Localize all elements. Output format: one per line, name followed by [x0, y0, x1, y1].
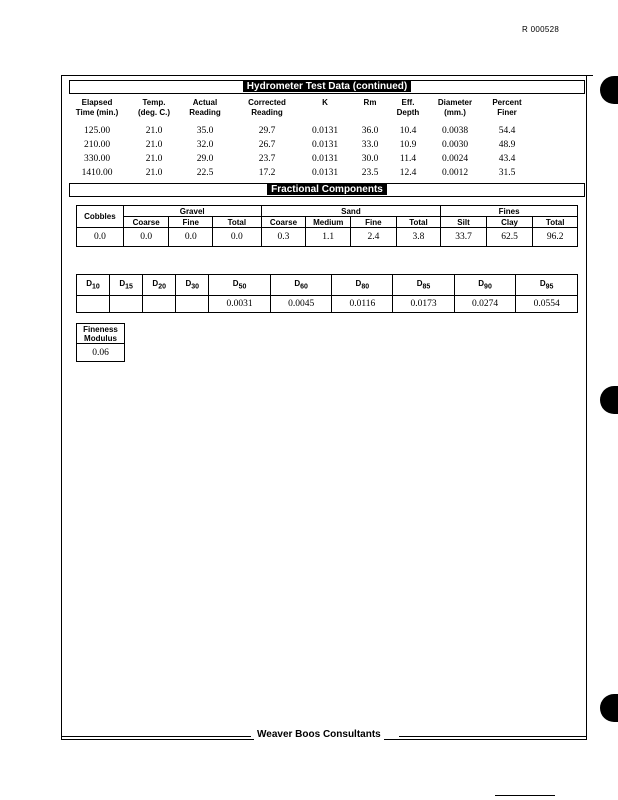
punch-hole	[600, 694, 618, 722]
bates-number: R 000528	[522, 25, 560, 34]
hydrometer-cell: 21.0	[145, 154, 163, 164]
fractional-components-table	[76, 205, 578, 247]
hydrometer-cell: 0.0131	[311, 154, 339, 164]
hydrometer-column-header: Eff. Depth	[396, 98, 420, 117]
hydrometer-cell: 10.4	[399, 126, 417, 136]
sand-coarse-value: 0.3	[261, 228, 306, 247]
fineness-modulus-header: Fineness Modulus	[77, 324, 125, 344]
d-header: $D_{90}$	[454, 275, 516, 296]
d-value: 0.0173	[393, 296, 455, 313]
gravel-header: Gravel	[123, 206, 261, 217]
cobbles-header: Cobbles	[77, 206, 124, 228]
d-header: $D_{50}$	[209, 275, 271, 296]
hydrometer-cell: 11.4	[399, 154, 417, 164]
gravel-coarse-value: 0.0	[123, 228, 169, 247]
footer-company: Weaver Boos Consultants	[254, 729, 384, 740]
hydrometer-cell: 0.0038	[441, 126, 469, 136]
hydrometer-cell: 12.4	[399, 168, 417, 178]
hydrometer-title-bar	[69, 80, 585, 94]
hydrometer-cell: 43.4	[498, 154, 516, 164]
hydrometer-cell: 17.2	[258, 168, 276, 178]
hydrometer-cell: 125.00	[83, 126, 111, 136]
d-value: 0.0554	[516, 296, 578, 313]
hydrometer-cell: 21.0	[145, 126, 163, 136]
d-header: $D_{80}$	[332, 275, 393, 296]
cobbles-value: 0.0	[77, 228, 124, 247]
d-value	[143, 296, 176, 313]
hydrometer-cell: 0.0131	[311, 126, 339, 136]
fines-header: Fines	[441, 206, 578, 217]
scan-mark	[495, 795, 555, 796]
hydrometer-column-header: Rm	[363, 98, 377, 107]
hydrometer-cell: 36.0	[361, 126, 379, 136]
punch-hole	[600, 386, 618, 414]
sand-header: Sand	[261, 206, 441, 217]
d-value: 0.0116	[332, 296, 393, 313]
d-header: $D_{30}$	[176, 275, 209, 296]
gravel-fine-header: Fine	[169, 217, 213, 228]
fineness-modulus-table	[76, 323, 125, 362]
hydrometer-title: Hydrometer Test Data (continued)	[243, 81, 411, 92]
hydrometer-column-header: Diameter (mm.)	[437, 98, 473, 117]
d-header: $D_{60}$	[270, 275, 332, 296]
hydrometer-column-header: Percent Finer	[492, 98, 522, 117]
fines-total-header: Total	[533, 217, 578, 228]
fineness-modulus-value: 0.06	[77, 344, 125, 362]
sand-medium-header: Medium	[306, 217, 351, 228]
d-value: 0.0274	[454, 296, 516, 313]
hydrometer-cell: 30.0	[361, 154, 379, 164]
d-header: $D_{20}$	[143, 275, 176, 296]
hydrometer-cell: 0.0030	[441, 140, 469, 150]
d-value: 0.0031	[209, 296, 271, 313]
d-value	[176, 296, 209, 313]
d-header: $D_{10}$	[77, 275, 110, 296]
punch-hole	[600, 76, 618, 104]
hydrometer-column-header: K	[322, 98, 328, 107]
hydrometer-cell: 10.9	[399, 140, 417, 150]
sand-coarse-header: Coarse	[261, 217, 306, 228]
sand-fine-value: 2.4	[351, 228, 397, 247]
footer-rule-left	[61, 736, 251, 737]
gravel-coarse-header: Coarse	[123, 217, 169, 228]
hydrometer-column-header: Corrected Reading	[248, 98, 286, 117]
hydrometer-cell: 1410.00	[81, 168, 113, 178]
gravel-total-header: Total	[213, 217, 262, 228]
gravel-fine-value: 0.0	[169, 228, 213, 247]
sand-total-value: 3.8	[396, 228, 441, 247]
clay-header: Clay	[486, 217, 533, 228]
d-value	[110, 296, 143, 313]
d-header: $D_{15}$	[110, 275, 143, 296]
gradation-title-bar	[69, 183, 585, 197]
sand-medium-value: 1.1	[306, 228, 351, 247]
hydrometer-cell: 21.0	[145, 140, 163, 150]
sand-total-header: Total	[396, 217, 441, 228]
gravel-total-value: 0.0	[213, 228, 262, 247]
hydrometer-cell: 32.0	[196, 140, 214, 150]
d-value: 0.0045	[270, 296, 332, 313]
hydrometer-cell: 210.00	[83, 140, 111, 150]
silt-value: 33.7	[441, 228, 487, 247]
footer-rule-right	[399, 736, 587, 737]
hydrometer-cell: 29.0	[196, 154, 214, 164]
hydrometer-column-header: Elapsed Time (min.)	[75, 98, 119, 117]
hydrometer-cell: 23.7	[258, 154, 276, 164]
hydrometer-cell: 0.0024	[441, 154, 469, 164]
sand-fine-header: Fine	[351, 217, 397, 228]
hydrometer-cell: 0.0012	[441, 168, 469, 178]
hydrometer-cell: 35.0	[196, 126, 214, 136]
d-values-table	[76, 274, 578, 313]
fines-total-value: 96.2	[533, 228, 578, 247]
hydrometer-cell: 26.7	[258, 140, 276, 150]
hydrometer-cell: 29.7	[258, 126, 276, 136]
hydrometer-cell: 330.00	[83, 154, 111, 164]
silt-header: Silt	[441, 217, 487, 228]
hydrometer-cell: 0.0131	[311, 140, 339, 150]
d-value	[77, 296, 110, 313]
hydrometer-column-header: Actual Reading	[189, 98, 221, 117]
hydrometer-cell: 33.0	[361, 140, 379, 150]
d-header: $D_{85}$	[393, 275, 455, 296]
hydrometer-cell: 23.5	[361, 168, 379, 178]
clay-value: 62.5	[486, 228, 533, 247]
hydrometer-cell: 0.0131	[311, 168, 339, 178]
gradation-title: Fractional Components	[267, 184, 387, 195]
hydrometer-cell: 48.9	[498, 140, 516, 150]
hydrometer-column-header: Temp. (deg. C.)	[138, 98, 170, 117]
hydrometer-cell: 21.0	[145, 168, 163, 178]
hydrometer-cell: 31.5	[498, 168, 516, 178]
hydrometer-cell: 54.4	[498, 126, 516, 136]
d-header: $D_{95}$	[516, 275, 578, 296]
hydrometer-cell: 22.5	[196, 168, 214, 178]
